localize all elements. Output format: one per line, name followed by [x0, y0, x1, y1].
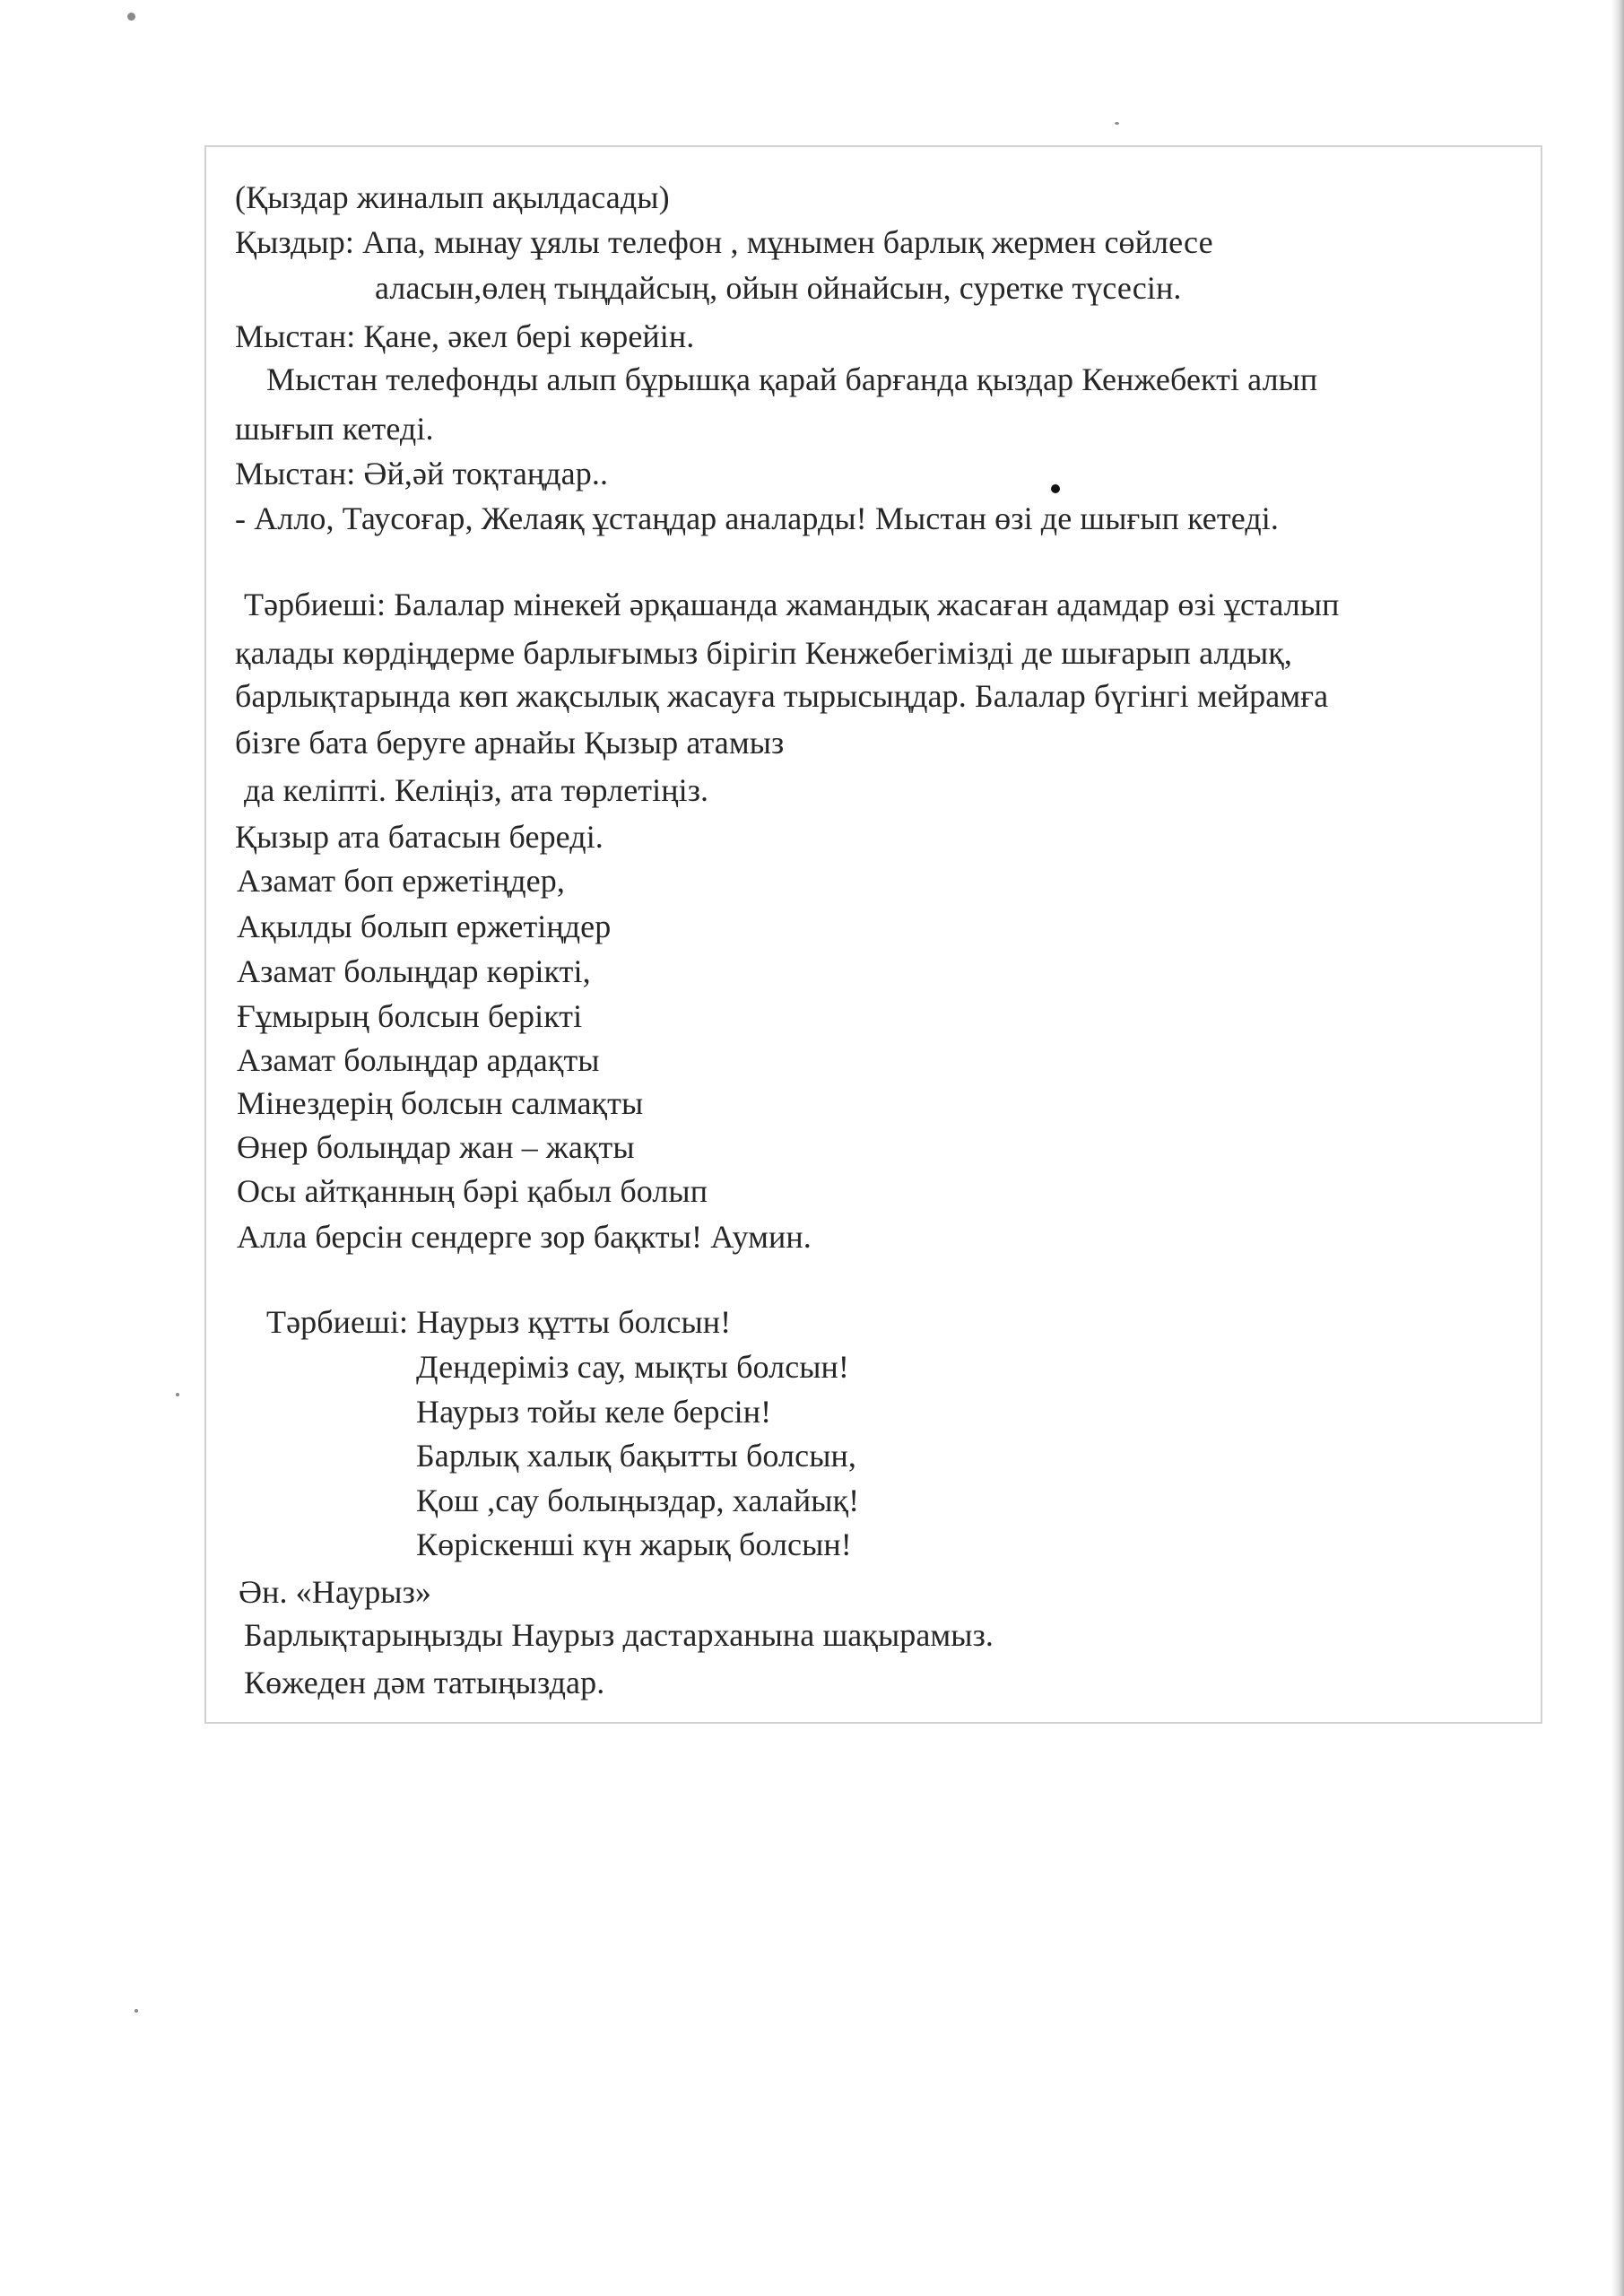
blessing-verse: Азамат болыңдар көрікті, [237, 953, 591, 989]
dialogue-line: аласын,өлең тыңдайсың, ойын ойнайсын, суретке түсесін. [375, 270, 1182, 306]
scan-speck [1115, 122, 1119, 125]
song-title: Ән. «Наурыз» [239, 1574, 432, 1610]
dialogue-line: қалады көрдіңдерме барлығымыз бірігіп Кенжебегімізді де шығарып алдық, [235, 635, 1292, 671]
blessing-verse: Осы айтқанның бәрі қабыл болып [237, 1173, 708, 1209]
closing-verse: Барлық халық бақытты болсын, [416, 1438, 856, 1474]
stage-direction: (Қыздар жиналып ақылдасады) [235, 179, 670, 215]
blessing-verse: Ғұмырың болсын берікті [237, 998, 583, 1034]
closing-verse: Қош ,сау болыңыздар, халайық! [416, 1483, 860, 1518]
scan-edge-shadow [1611, 0, 1624, 2296]
scan-speck [135, 2009, 138, 2013]
dialogue-line: - Алло, Таусоғар, Желаяқ ұстаңдар аналарды! Мыстан өзі де шығып кетеді. [235, 500, 1279, 536]
blessing-verse: Өнер болыңдар жан – жақты [237, 1129, 635, 1165]
stage-direction: Қызыр ата батасын береді. [235, 819, 604, 855]
dialogue-line: Мыстан: Қане, әкел бері көрейін. [235, 318, 695, 354]
dialogue-line: да келіпті. Келіңіз, ата төрлетіңіз. [244, 772, 709, 808]
scan-speck [176, 1393, 179, 1396]
invitation-line: Көжеден дәм татыңыздар. [244, 1665, 605, 1700]
blessing-verse: Мінездерің болсын салмақты [237, 1085, 644, 1121]
blessing-verse: Ақылды болып ержетіңдер [237, 909, 612, 944]
dialogue-line: барлықтарында көп жақсылық жасауға тырысыңдар. Балалар бүгінгі мейрамға [235, 678, 1329, 714]
closing-verse: Дендеріміз сау, мықты болсын! [416, 1349, 850, 1385]
ink-dot [1051, 484, 1060, 493]
closing-verse: Наурыз тойы келе берсін! [416, 1394, 772, 1430]
stage-direction: Мыстан телефонды алып бұрышқа қарай барғанда қыздар Кенжебекті алып [266, 361, 1318, 397]
dialogue-line: Қыздыр: Апа, мынау ұялы телефон , мұнымен барлық жермен сөйлесе [235, 224, 1213, 260]
blessing-verse: Азамат болыңдар ардақты [237, 1042, 600, 1078]
stage-direction: шығып кетеді. [235, 411, 434, 447]
closing-verse: Көріскенші күн жарық болсын! [416, 1526, 852, 1562]
blessing-verse: Азамат боп ержетіңдер, [237, 863, 565, 899]
invitation-line: Барлықтарыңызды Наурыз дастарханына шақырамыз. [244, 1617, 994, 1653]
dialogue-line: Тәрбиеші: Наурыз құтты болсын! [266, 1304, 732, 1340]
dialogue-line: Мыстан: Әй,әй тоқтаңдар.. [235, 456, 609, 491]
blessing-verse: Алла берсін сендерге зор бақкты! Аумин. [237, 1219, 812, 1255]
dialogue-line: бізге бата беруге арнайы Қызыр атамыз [235, 725, 785, 761]
dialogue-line: Тәрбиеші: Балалар мінекей әрқашанда жамандық жасаған адамдар өзі ұсталып [244, 587, 1340, 622]
scan-speck [127, 13, 135, 21]
